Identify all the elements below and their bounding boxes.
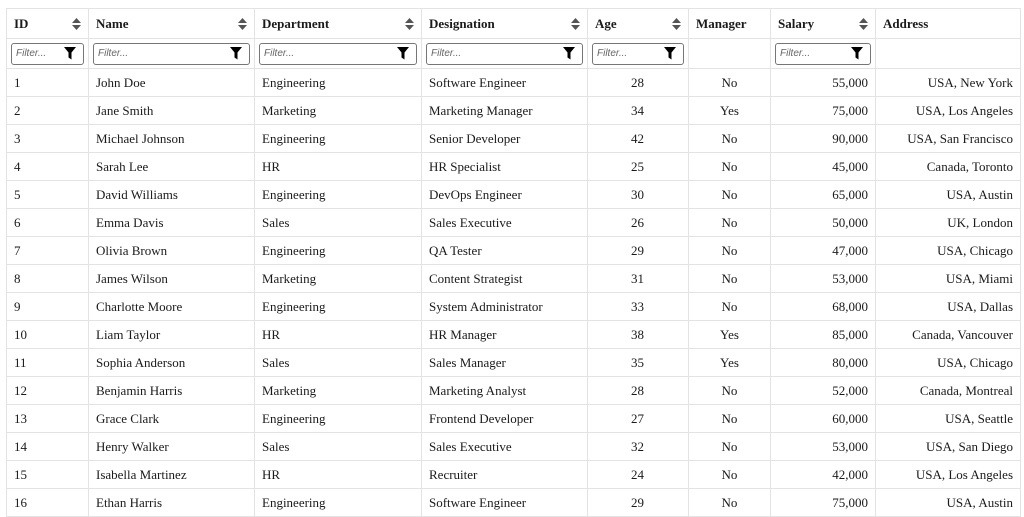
filter-input-designation[interactable] [427,44,560,62]
cell-department: Marketing [255,377,422,405]
cell-department: Sales [255,433,422,461]
filter-funnel-icon[interactable] [664,47,676,60]
cell-manager: No [689,377,771,405]
cell-manager: No [689,433,771,461]
cell-salary: 45,000 [771,153,876,181]
filter-input-salary[interactable] [776,44,848,62]
column-header-salary[interactable] [771,9,876,39]
cell-age: 24 [588,461,689,489]
cell-department: Engineering [255,405,422,433]
column-header-label: Address [883,15,929,31]
cell-department: Engineering [255,181,422,209]
filter-funnel-icon[interactable] [851,47,863,60]
employee-table-container [6,8,1020,517]
cell-designation: Sales Manager [422,349,588,377]
cell-age: 35 [588,349,689,377]
filter-cell-id [7,39,89,69]
cell-salary: 85,000 [771,321,876,349]
cell-id: 4 [7,153,89,181]
table-row[interactable] [7,69,1021,97]
cell-department: Engineering [255,489,422,517]
cell-designation: Marketing Manager [422,97,588,125]
cell-manager: No [689,153,771,181]
filter-row [7,39,1021,69]
filter-cell-name [89,39,255,69]
cell-age: 33 [588,293,689,321]
cell-designation: Marketing Analyst [422,377,588,405]
cell-department: HR [255,461,422,489]
header-row [7,9,1021,39]
cell-age: 29 [588,237,689,265]
cell-manager: No [689,69,771,97]
cell-address: USA, Los Angeles [876,461,1021,489]
cell-manager: Yes [689,97,771,125]
column-header-designation[interactable] [422,9,588,39]
cell-department: Engineering [255,69,422,97]
column-header-address [876,9,1021,39]
cell-address: USA, Austin [876,489,1021,517]
cell-salary: 80,000 [771,349,876,377]
sort-icon[interactable] [672,18,681,30]
cell-age: 31 [588,265,689,293]
cell-name: John Doe [89,69,255,97]
column-header-department[interactable] [255,9,422,39]
cell-address: USA, Los Angeles [876,97,1021,125]
filter-box-designation [426,43,583,65]
table-row[interactable] [7,181,1021,209]
sort-icon[interactable] [571,18,580,30]
filter-cell-address [876,39,1021,69]
cell-age: 42 [588,125,689,153]
cell-salary: 60,000 [771,405,876,433]
cell-age: 28 [588,377,689,405]
column-header-label: ID [14,15,29,31]
cell-department: HR [255,321,422,349]
cell-address: USA, Chicago [876,237,1021,265]
cell-salary: 47,000 [771,237,876,265]
cell-age: 27 [588,405,689,433]
filter-cell-salary [771,39,876,69]
table-body [7,69,1021,517]
filter-box-salary [775,43,871,65]
column-header-label: Designation [429,15,495,31]
filter-funnel-icon[interactable] [64,47,76,60]
cell-age: 34 [588,97,689,125]
cell-designation: QA Tester [422,237,588,265]
table-row[interactable] [7,153,1021,181]
cell-name: Jane Smith [89,97,255,125]
cell-id: 11 [7,349,89,377]
cell-address: USA, Dallas [876,293,1021,321]
cell-id: 10 [7,321,89,349]
cell-name: Sophia Anderson [89,349,255,377]
cell-designation: Sales Executive [422,433,588,461]
cell-department: Engineering [255,293,422,321]
table-row[interactable] [7,293,1021,321]
cell-designation: HR Manager [422,321,588,349]
cell-address: USA, Miami [876,265,1021,293]
cell-designation: Content Strategist [422,265,588,293]
cell-salary: 90,000 [771,125,876,153]
cell-salary: 50,000 [771,209,876,237]
cell-manager: Yes [689,349,771,377]
filter-cell-department [255,39,422,69]
cell-salary: 68,000 [771,293,876,321]
cell-designation: Frontend Developer [422,405,588,433]
table-row[interactable] [7,349,1021,377]
cell-address: USA, New York [876,69,1021,97]
cell-manager: No [689,209,771,237]
cell-salary: 53,000 [771,265,876,293]
table-row[interactable] [7,209,1021,237]
cell-salary: 53,000 [771,433,876,461]
cell-address: USA, Austin [876,181,1021,209]
filter-input-department[interactable] [260,44,394,62]
cell-manager: No [689,181,771,209]
cell-salary: 42,000 [771,461,876,489]
cell-age: 29 [588,489,689,517]
cell-name: Grace Clark [89,405,255,433]
cell-id: 14 [7,433,89,461]
cell-age: 32 [588,433,689,461]
cell-name: Liam Taylor [89,321,255,349]
cell-name: Isabella Martinez [89,461,255,489]
cell-id: 15 [7,461,89,489]
cell-age: 25 [588,153,689,181]
cell-salary: 52,000 [771,377,876,405]
cell-id: 9 [7,293,89,321]
cell-address: USA, Chicago [876,349,1021,377]
filter-input-id[interactable] [12,44,61,62]
table-row[interactable] [7,321,1021,349]
cell-address: USA, San Francisco [876,125,1021,153]
cell-name: Henry Walker [89,433,255,461]
cell-name: Benjamin Harris [89,377,255,405]
cell-address: UK, London [876,209,1021,237]
cell-manager: Yes [689,321,771,349]
table-row[interactable] [7,265,1021,293]
sort-icon[interactable] [859,18,868,30]
cell-id: 8 [7,265,89,293]
cell-name: James Wilson [89,265,255,293]
cell-id: 5 [7,181,89,209]
cell-name: Sarah Lee [89,153,255,181]
cell-id: 1 [7,69,89,97]
employee-table [6,8,1021,517]
filter-funnel-icon[interactable] [230,47,242,60]
cell-designation: System Administrator [422,293,588,321]
cell-age: 26 [588,209,689,237]
cell-department: HR [255,153,422,181]
filter-cell-designation [422,39,588,69]
cell-id: 6 [7,209,89,237]
cell-designation: Software Engineer [422,69,588,97]
sort-icon[interactable] [72,18,81,30]
cell-department: Marketing [255,97,422,125]
cell-designation: Recruiter [422,461,588,489]
cell-manager: No [689,125,771,153]
cell-name: David Williams [89,181,255,209]
table-row[interactable] [7,489,1021,517]
cell-id: 12 [7,377,89,405]
column-header-label: Name [96,15,129,31]
cell-designation: Sales Executive [422,209,588,237]
cell-name: Olivia Brown [89,237,255,265]
cell-manager: No [689,461,771,489]
cell-id: 16 [7,489,89,517]
cell-address: Canada, Montreal [876,377,1021,405]
column-header-label: Department [262,15,330,31]
table-row[interactable] [7,237,1021,265]
cell-age: 28 [588,69,689,97]
filter-input-age[interactable] [593,44,661,62]
cell-address: Canada, Vancouver [876,321,1021,349]
table-row[interactable] [7,405,1021,433]
column-header-label: Age [595,15,617,31]
cell-salary: 75,000 [771,489,876,517]
cell-age: 38 [588,321,689,349]
cell-designation: Senior Developer [422,125,588,153]
cell-designation: Software Engineer [422,489,588,517]
cell-id: 13 [7,405,89,433]
cell-manager: No [689,237,771,265]
cell-department: Engineering [255,125,422,153]
cell-department: Sales [255,349,422,377]
filter-box-id [11,43,84,65]
table-row[interactable] [7,461,1021,489]
cell-department: Sales [255,209,422,237]
cell-name: Ethan Harris [89,489,255,517]
column-header-label: Salary [778,15,815,31]
cell-name: Michael Johnson [89,125,255,153]
cell-salary: 65,000 [771,181,876,209]
filter-box-name [93,43,250,65]
filter-box-department [259,43,417,65]
cell-manager: No [689,405,771,433]
cell-manager: No [689,265,771,293]
column-header-age[interactable] [588,9,689,39]
cell-age: 30 [588,181,689,209]
cell-id: 2 [7,97,89,125]
cell-address: Canada, Toronto [876,153,1021,181]
sort-icon[interactable] [238,18,247,30]
table-row[interactable] [7,377,1021,405]
table-row[interactable] [7,125,1021,153]
cell-address: USA, Seattle [876,405,1021,433]
table-row[interactable] [7,97,1021,125]
column-header-name[interactable] [89,9,255,39]
cell-id: 7 [7,237,89,265]
filter-funnel-icon[interactable] [397,47,409,60]
column-header-id[interactable] [7,9,89,39]
filter-box-age [592,43,684,65]
cell-designation: HR Specialist [422,153,588,181]
cell-salary: 55,000 [771,69,876,97]
cell-address: USA, San Diego [876,433,1021,461]
cell-id: 3 [7,125,89,153]
cell-department: Marketing [255,265,422,293]
cell-name: Charlotte Moore [89,293,255,321]
table-row[interactable] [7,433,1021,461]
filter-cell-age [588,39,689,69]
filter-cell-manager [689,39,771,69]
sort-icon[interactable] [405,18,414,30]
filter-input-name[interactable] [94,44,227,62]
cell-salary: 75,000 [771,97,876,125]
cell-manager: No [689,293,771,321]
column-header-manager [689,9,771,39]
filter-funnel-icon[interactable] [563,47,575,60]
cell-designation: DevOps Engineer [422,181,588,209]
cell-manager: No [689,489,771,517]
cell-name: Emma Davis [89,209,255,237]
cell-department: Engineering [255,237,422,265]
column-header-label: Manager [696,15,747,31]
